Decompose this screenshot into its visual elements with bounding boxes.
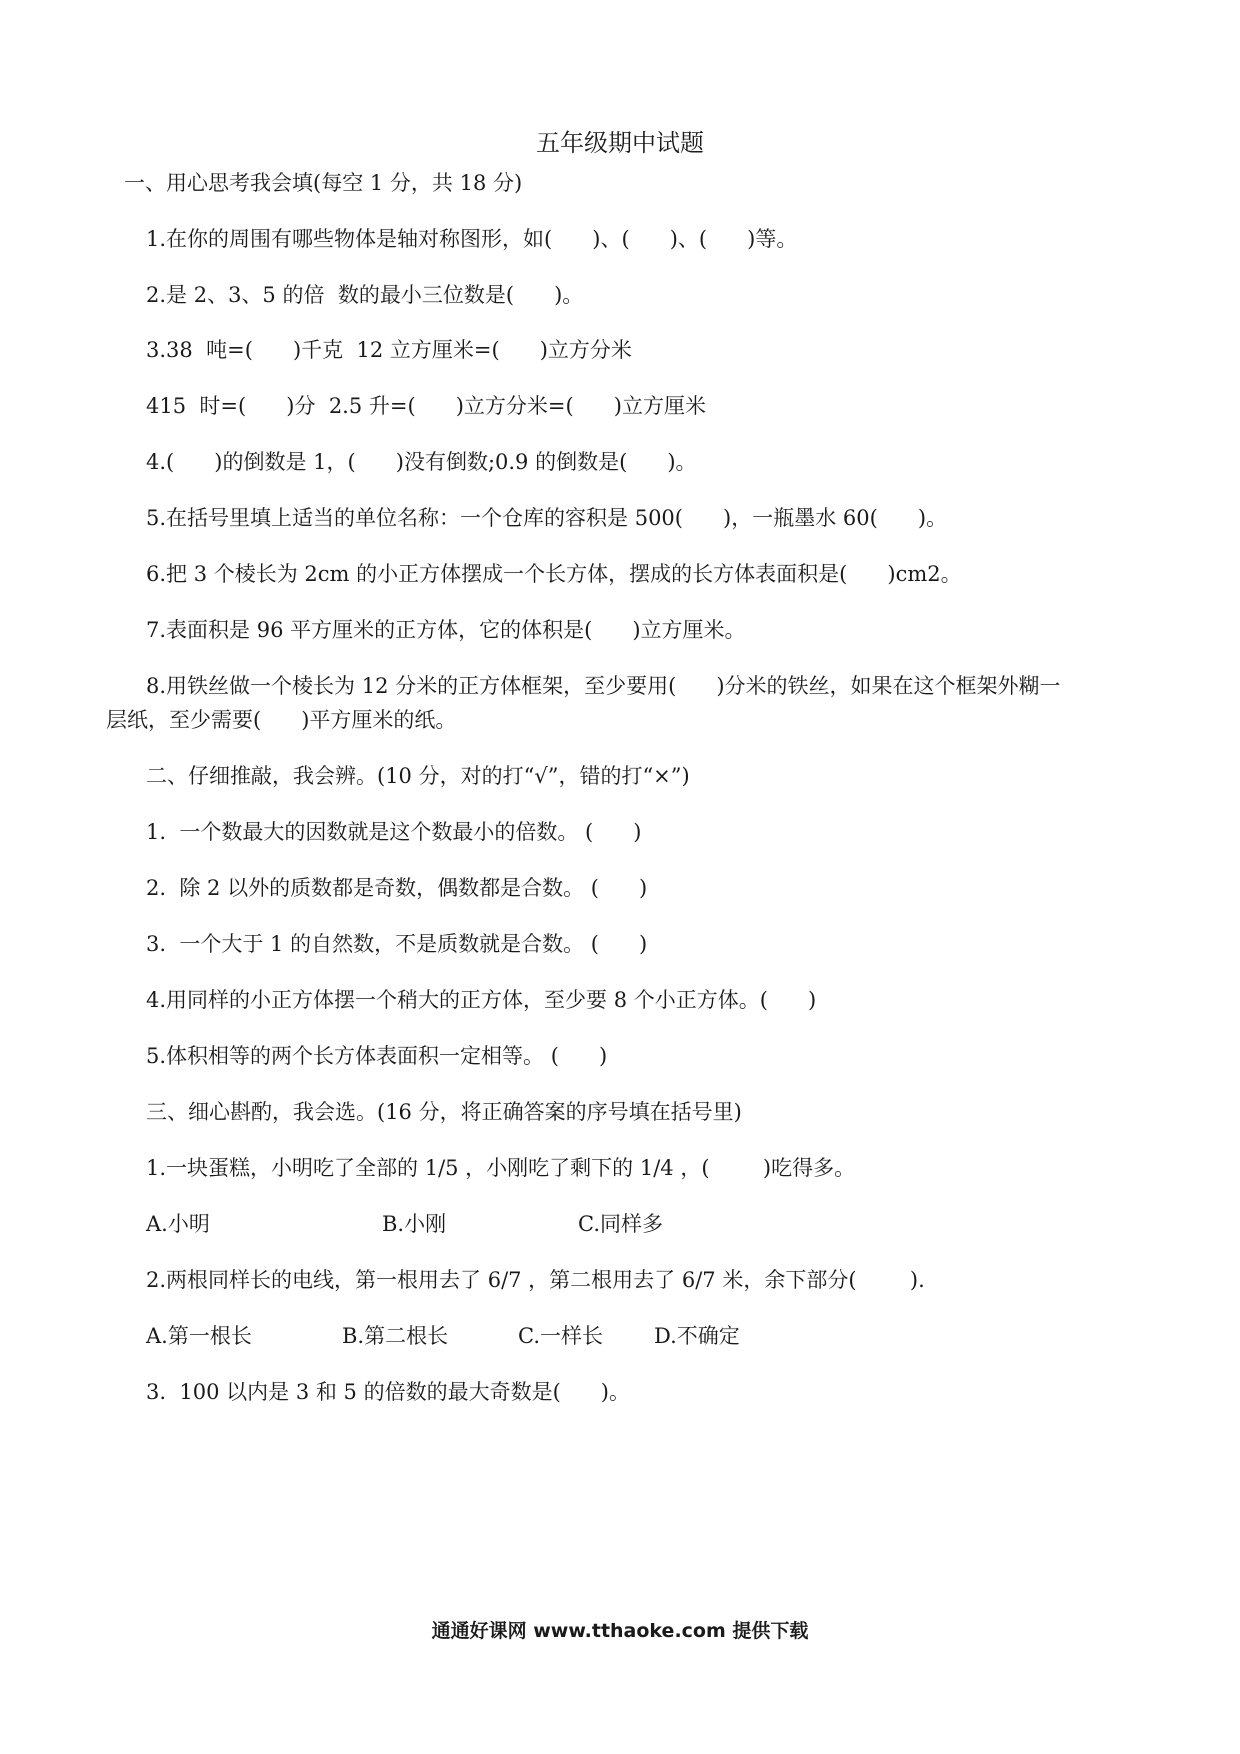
question-3-2-options [146, 1321, 846, 1351]
question-1-5: 5.在括号里填上适当的单位名称：一个仓库的容积是 500( )，一瓶墨水 60( )。 [146, 506, 948, 530]
question-3-1-options [146, 1209, 746, 1239]
question-3-3: 3. 100 以内是 3 和 5 的倍数的最大奇数是( )。 [146, 1380, 631, 1404]
option-c: C.同样多 [578, 1212, 663, 1236]
section-3-heading: 三、细心斟酌，我会选。(16 分，将正确答案的序号填在括号里) [146, 1100, 742, 1124]
question-2-1: 1. 一个数最大的因数就是这个数最小的倍数。 ( ) [146, 820, 642, 844]
section-2-heading: 二、仔细推敲，我会辨。(10 分，对的打“√”，错的打“×”) [146, 764, 690, 788]
question-3-2: 2.两根同样长的电线，第一根用去了 6/7 ，第二根用去了 6/7 米，余下部分( ). [146, 1268, 925, 1292]
question-1-8b: 层纸，至少需要( )平方厘米的纸。 [106, 708, 457, 732]
question-1-4: 4.( )的倒数是 1，( )没有倒数;0.9 的倒数是( )。 [146, 450, 697, 474]
question-1-3b: 415 时=( )分 2.5 升=( )立方分米=( )立方厘米 [146, 394, 706, 418]
question-2-5: 5.体积相等的两个长方体表面积一定相等。 ( ) [146, 1044, 608, 1068]
option-b: B.第二根长 [342, 1324, 449, 1348]
option-a: A.小明 [146, 1212, 210, 1236]
footer-download-note: 通通好课网 www.tthaoke.com 提供下载 [431, 1620, 809, 1642]
page-title: 五年级期中试题 [536, 129, 704, 157]
question-1-1: 1.在你的周围有哪些物体是轴对称图形，如( )、( )、( )等。 [146, 227, 798, 251]
question-1-2: 2.是 2、3、5 的倍 数的最小三位数是( )。 [146, 283, 584, 307]
option-d: D.不确定 [654, 1324, 740, 1348]
question-1-3a: 3.38 吨=( )千克 12 立方厘米=( )立方分米 [146, 338, 632, 362]
question-2-3: 3. 一个大于 1 的自然数，不是质数就是合数。 ( ) [146, 932, 648, 956]
section-1-heading: 一、用心思考我会填(每空 1 分，共 18 分) [124, 171, 523, 195]
option-c: C.一样长 [518, 1324, 603, 1348]
question-1-6: 6.把 3 个棱长为 2cm 的小正方体摆成一个长方体，摆成的长方体表面积是( )cm2。 [146, 562, 962, 586]
option-b: B.小刚 [382, 1212, 447, 1236]
question-3-1: 1.一块蛋糕，小明吃了全部的 1/5 ，小刚吃了剩下的 1/4 ，( )吃得多。 [146, 1156, 856, 1180]
option-a: A.第一根长 [146, 1324, 252, 1348]
question-2-2: 2. 除 2 以外的质数都是奇数，偶数都是合数。 ( ) [146, 876, 648, 900]
question-1-7: 7.表面积是 96 平方厘米的正方体，它的体积是( )立方厘米。 [146, 618, 746, 642]
question-2-4: 4.用同样的小正方体摆一个稍大的正方体，至少要 8 个小正方体。( ) [146, 988, 817, 1012]
question-1-8a: 8.用铁丝做一个棱长为 12 分米的正方体框架，至少要用( )分米的铁丝，如果在这个框架外糊一 [146, 674, 1061, 698]
